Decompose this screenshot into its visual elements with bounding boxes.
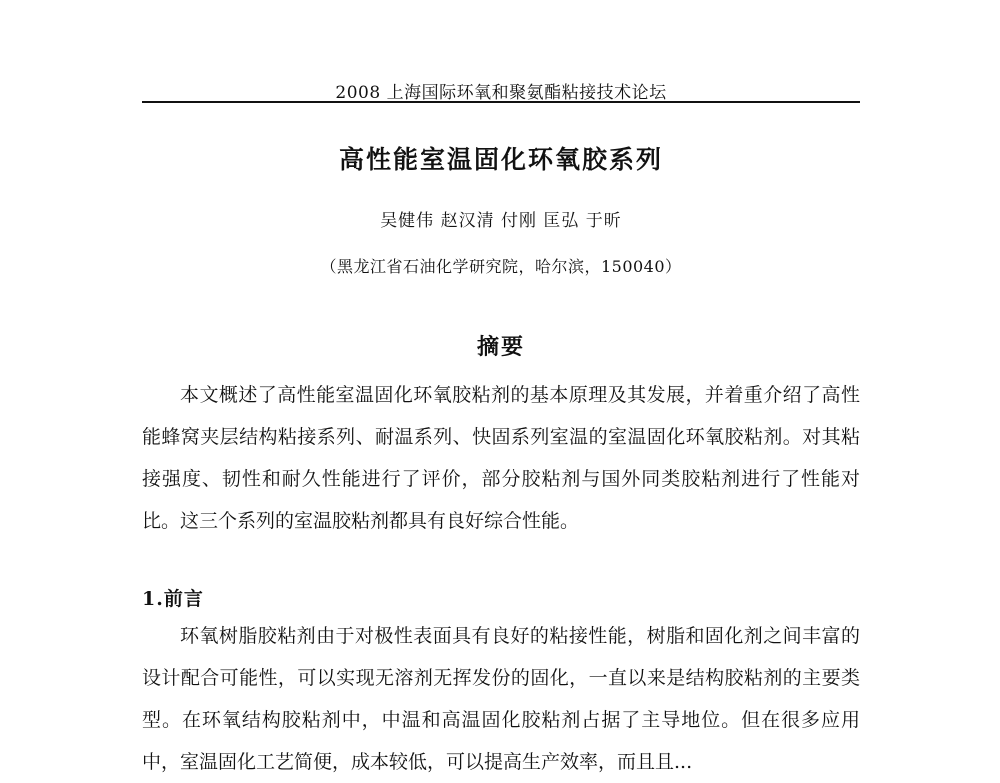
running-header: 2008 上海国际环氧和聚氨酯粘接技术论坛 <box>335 83 667 103</box>
section-heading-introduction: 1.前言 <box>142 588 204 610</box>
paper-title: 高性能室温固化环氧胶系列 <box>338 145 663 174</box>
introduction-paragraph: 环氧树脂胶粘剂由于对极性表面具有良好的粘接性能，树脂和固化剂之间丰富的设计配合可能性，可以实现无溶剂无挥发份的固化，一直以来是结构胶粘剂的主要类型。在环氧结构胶粘剂中，中温和高温固化胶粘剂占据了主导地位。但在很多应用中，室温固化工艺简便，成本较低，可以提高生产效率，而且且... <box>142 625 860 773</box>
header-rule <box>142 101 860 103</box>
author-list: 吴健伟 赵汉清 付刚 匡弘 于昕 <box>380 211 622 231</box>
abstract-heading: 摘要 <box>476 334 525 360</box>
author-affiliation: （黑龙江省石油化学研究院，哈尔滨，150040） <box>320 257 682 276</box>
abstract-paragraph: 本文概述了高性能室温固化环氧胶粘剂的基本原理及其发展，并着重介绍了高性能蜂窝夹层结构粘接系列、耐温系列、快固系列室温的室温固化环氧胶粘剂。对其粘接强度、韧性和耐久性能进行了评价，部分胶粘剂与国外同类胶粘剂进行了性能对比。这三个系列的室温胶粘剂都具有良好综合性能。 <box>142 384 860 532</box>
